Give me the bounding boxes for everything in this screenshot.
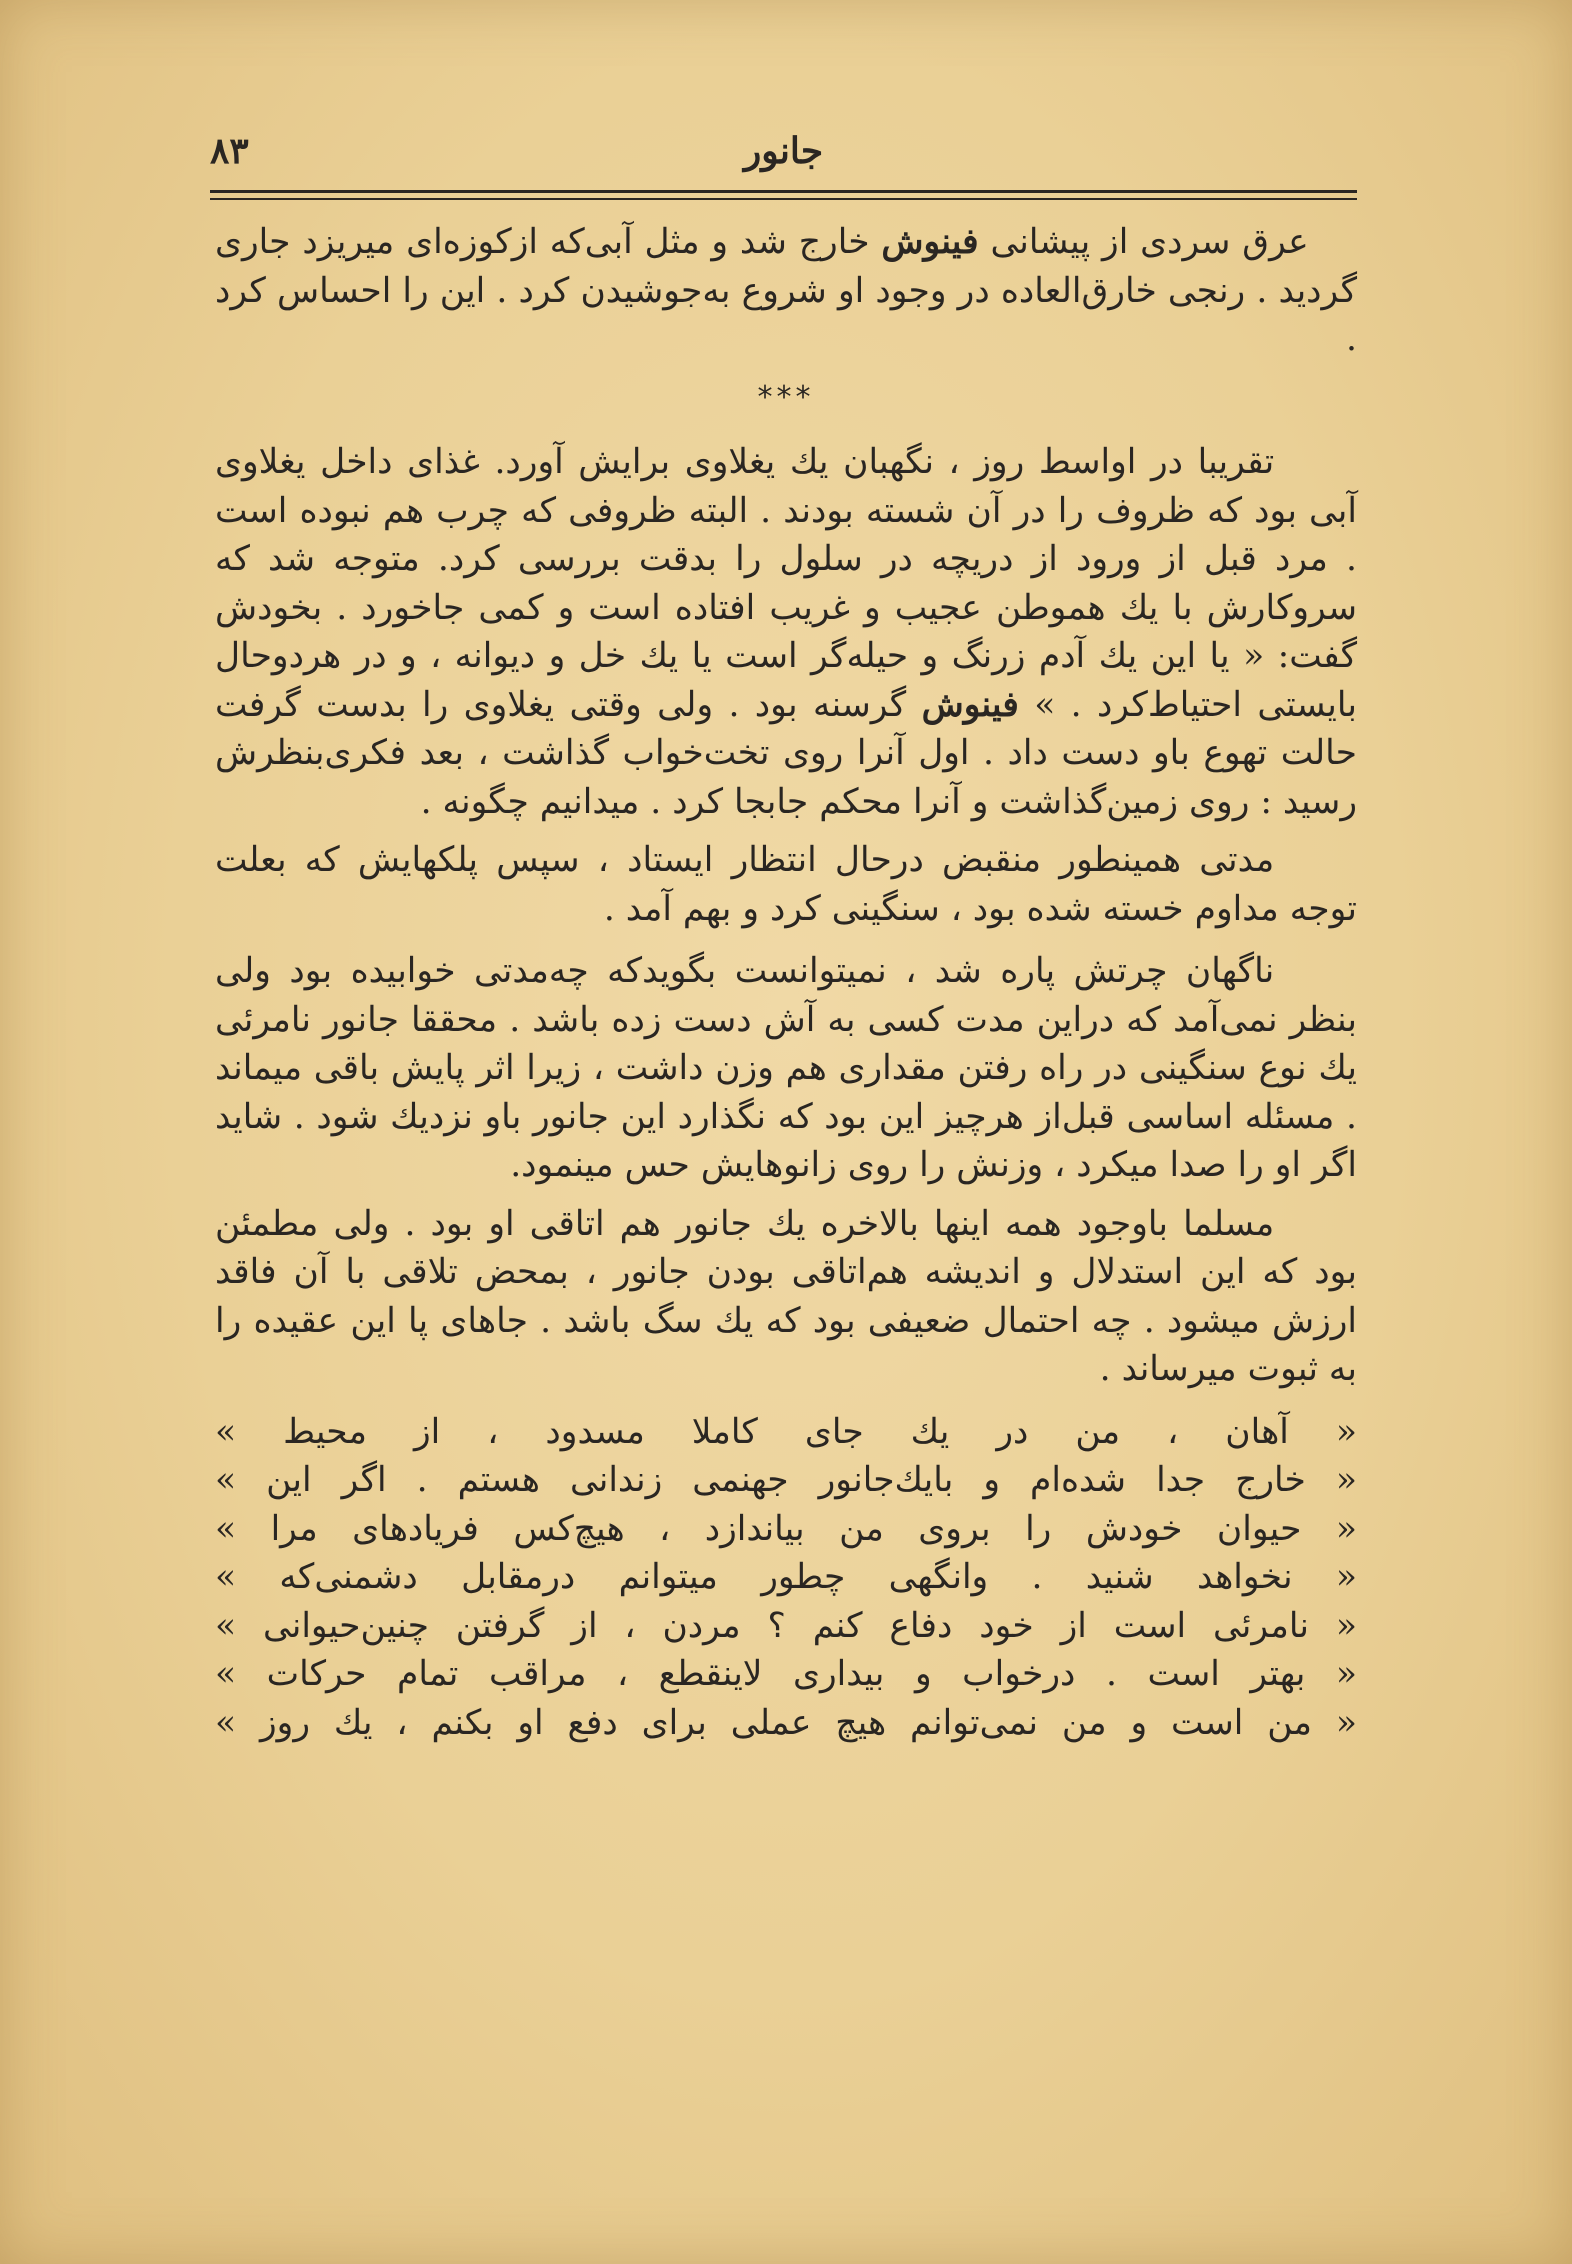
quote-line: « خارج جدا شده‌ام و بایك‌جانور جهنمی زندانی هستم . اگر این » <box>215 1460 1357 1500</box>
running-title: جانور <box>743 130 824 172</box>
quote-line: « حیوان خودش را بروی من بیاندازد ، هیچ‌کس فریادهای مرا » <box>215 1508 1357 1549</box>
paragraph-1 <box>215 218 1357 364</box>
body-text <box>215 218 1357 1747</box>
paragraph-3: مدتی همینطور منقبض درحال انتظار ایستاد ، سپس پلکهایش که بعلت توجه مداوم خسته شده بود ، سنگینی کرد و بهم آمد . <box>215 840 1357 929</box>
quote-line: « نامرئی است از خود دفاع کنم ؟ مردن ، از گرفتن چنین‌حیوانی » <box>215 1605 1357 1646</box>
paragraph-4: ناگهان چرتش پاره شد ، نمیتوانست بگویدکه چه‌مدتی خوابیده بود ولی بنظر نمی‌آمد که دراین مدت کسی به آش دست زده باشد . محققا جانور نامرئی یك نوع سنگینی در راه رفتن مقداری هم وزن داشت ، زیرا اثر پایش باقی میماند . مسئله اساسی قبل‌از هرچیز این بود که نگذارد این جانور باو نزدیك شود . شاید اگر او را صدا میکرد ، وزنش را روی زانوهایش حس مینمود. <box>215 951 1357 1185</box>
page-number: ۸۳ <box>210 130 249 172</box>
paragraph-2 <box>215 438 1357 826</box>
paragraph-2-part-a: تقریبا در اواسط روز ، نگهبان یك یغلاوی برایش آورد. غذای داخل یغلاوی آبی بود که ظروف را در آن شسته بودند . البته ظروفی که چرب هم نبوده است . مرد قبل از ورود از دریچه در سلول را بدقت بررسی کرد. متوجه شد که سروکارش با یك هموطن عجیب و غریب افتاده است و کمی جاخورد . بخودش گفت: « یا این یك آدم زرنگ و حیله‌گر است یا یك خل و دیوانه ، و در هردوحال بایستی احتیاط‌کرد . » <box>215 442 1357 725</box>
character-name: فینوش <box>921 684 1019 725</box>
header-rule-thick <box>210 190 1357 193</box>
paragraph-5: مسلما باوجود همه اینها بالاخره یك جانور هم اتاقی او بود . ولی مطمئن بود که این استدلال و اندیشه هم‌اتاقی بودن جانور ، بمحض تلاقی با آن فاقد ارزش میشود . چه احتمال ضعیفی بود که یك سگ باشد . جاهای پا این عقیده را به ثبوت میرساند . <box>215 1203 1358 1389</box>
section-separator: *** <box>757 379 815 415</box>
quoted-monologue <box>215 1408 1357 1748</box>
paragraph-1-after: خارج شد و مثل آبی‌که ازکوزه‌ای میریزد جاری گردید . رنجی خارق‌العاده در وجود او شروع به‌جوشیدن کرد . این را احساس کرد . <box>215 222 1357 359</box>
character-name: فینوش <box>881 222 979 262</box>
paragraph-1-before: عرق سردی از پیشانی <box>978 222 1309 262</box>
quote-line: « بهتر است . درخواب و بیداری لاینقطع ، مراقب تمام حرکات » <box>215 1654 1357 1694</box>
paragraph-2-part-b: گرسنه بود . ولی وقتی یغلاوی را بدست گرفت حالت تهوع باو دست داد . اول آنرا روی تخت‌خواب گذاشت ، بعد فکری‌بنظرش رسید : روی زمین‌گذاشت و آنرا محکم جابجا کرد . میدانیم چگونه . <box>215 684 1357 822</box>
quote-line: « آهان ، من در یك جای کاملا مسدود ، از محیط » <box>215 1411 1357 1452</box>
page-header <box>210 130 1357 190</box>
header-rule-thin <box>210 198 1357 200</box>
quote-line: « من است و من نمی‌توانم هیچ عملی برای دفع او بکنم ، یك روز » <box>215 1702 1357 1743</box>
quote-line: « نخواهد شنید . وانگهی چطور میتوانم درمقابل دشمنی‌که » <box>215 1557 1357 1597</box>
